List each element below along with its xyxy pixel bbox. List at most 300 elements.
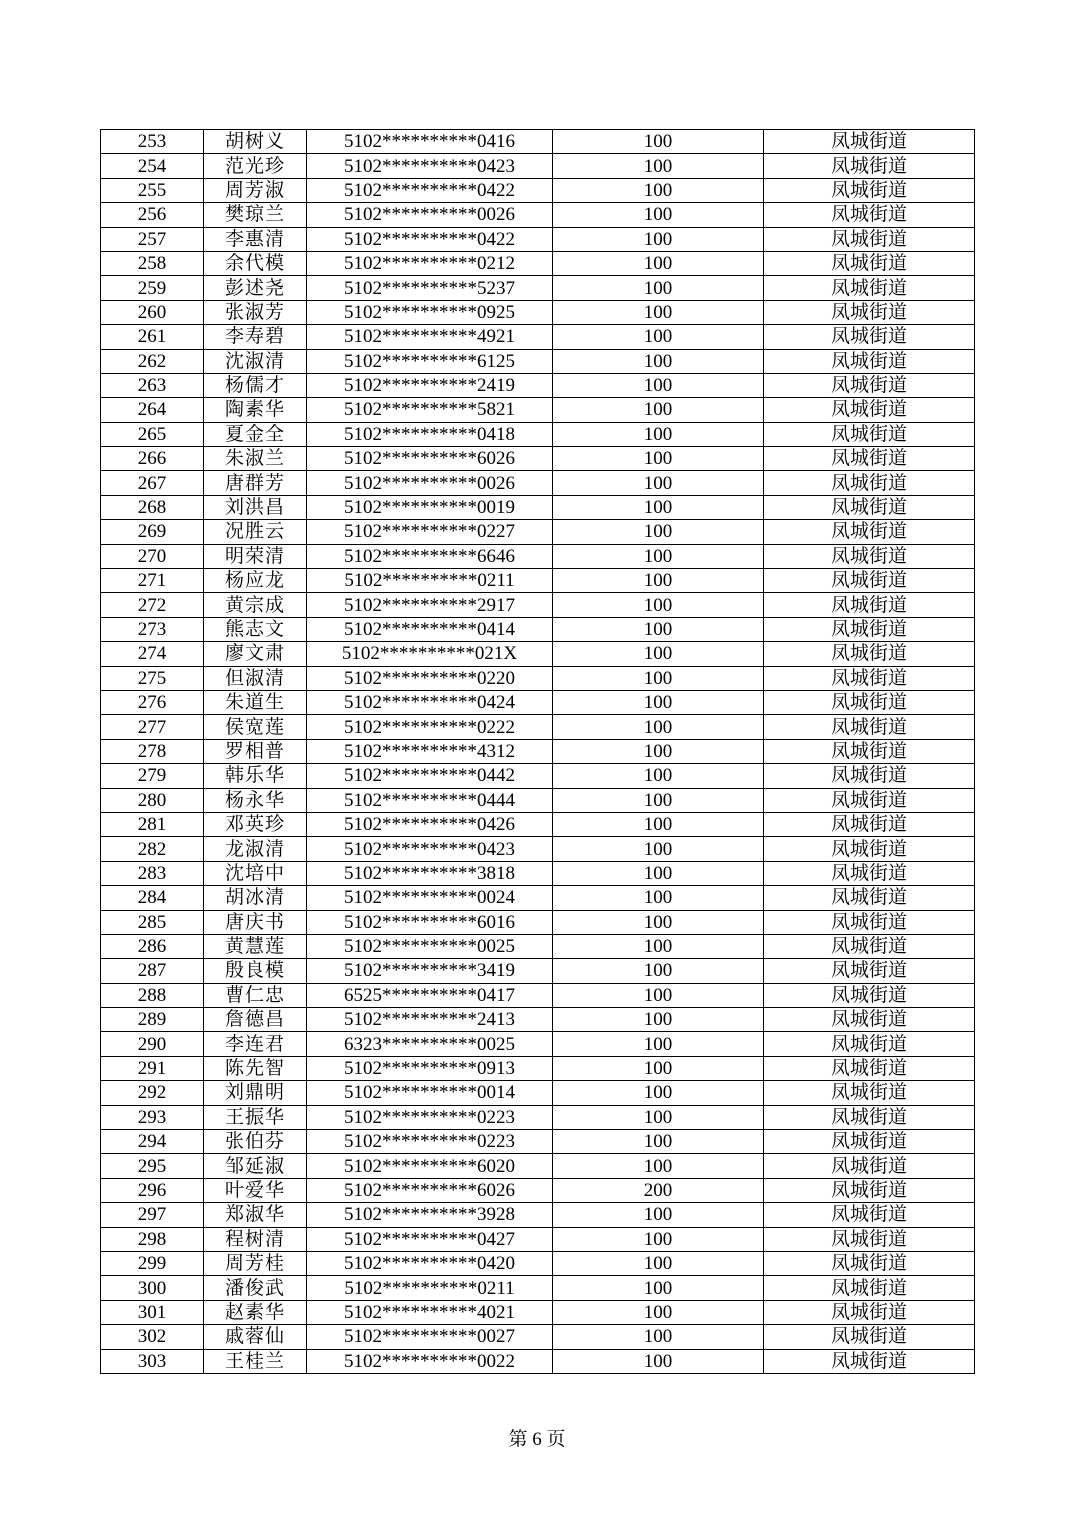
amount-cell: 100 [553,886,764,910]
name-cell: 邓英珍 [204,812,307,836]
table-row [101,788,975,812]
table-row [101,251,975,275]
table-row [101,1154,975,1178]
area-cell: 凤城街道 [764,1251,975,1275]
row-index-cell: 294 [101,1130,204,1154]
name-cell: 黄慧莲 [204,934,307,958]
name-cell: 唐群芳 [204,471,307,495]
row-index-cell: 297 [101,1203,204,1227]
area-cell: 凤城街道 [764,1032,975,1056]
amount-cell: 100 [553,251,764,275]
id-number-cell: 5102**********6020 [307,1154,553,1178]
row-index-cell: 291 [101,1056,204,1080]
area-cell: 凤城街道 [764,764,975,788]
id-number-cell: 5102**********0913 [307,1056,553,1080]
amount-cell: 100 [553,154,764,178]
area-cell: 凤城街道 [764,934,975,958]
row-index-cell: 276 [101,690,204,714]
row-index-cell: 279 [101,764,204,788]
area-cell: 凤城街道 [764,569,975,593]
name-cell: 沈淑清 [204,349,307,373]
amount-cell: 100 [553,764,764,788]
area-cell: 凤城街道 [764,325,975,349]
table-row [101,569,975,593]
row-index-cell: 275 [101,666,204,690]
table-row [101,1276,975,1300]
table-row [101,1178,975,1202]
row-index-cell: 262 [101,349,204,373]
id-number-cell: 5102**********0444 [307,788,553,812]
id-number-cell: 5102**********0220 [307,666,553,690]
amount-cell: 100 [553,569,764,593]
id-number-cell: 5102**********0211 [307,1276,553,1300]
amount-cell: 100 [553,203,764,227]
table-row [101,325,975,349]
row-index-cell: 268 [101,495,204,519]
area-cell: 凤城街道 [764,398,975,422]
amount-cell: 100 [553,276,764,300]
table-row [101,983,975,1007]
name-cell: 李连君 [204,1032,307,1056]
name-cell: 廖文肃 [204,642,307,666]
row-index-cell: 260 [101,300,204,324]
area-cell: 凤城街道 [764,178,975,202]
id-number-cell: 5102**********3928 [307,1203,553,1227]
name-cell: 詹德昌 [204,1008,307,1032]
amount-cell: 100 [553,520,764,544]
id-number-cell: 5102**********2419 [307,373,553,397]
table-row [101,422,975,446]
id-number-cell: 5102**********0223 [307,1130,553,1154]
id-number-cell: 5102**********4312 [307,739,553,763]
name-cell: 黄宗成 [204,593,307,617]
row-index-cell: 272 [101,593,204,617]
id-number-cell: 6323**********0025 [307,1032,553,1056]
name-cell: 程树清 [204,1227,307,1251]
area-cell: 凤城街道 [764,690,975,714]
amount-cell: 100 [553,373,764,397]
row-index-cell: 270 [101,544,204,568]
area-cell: 凤城街道 [764,739,975,763]
row-index-cell: 256 [101,203,204,227]
table-row [101,1300,975,1324]
area-cell: 凤城街道 [764,154,975,178]
amount-cell: 100 [553,300,764,324]
table-row [101,812,975,836]
table-row [101,690,975,714]
area-cell: 凤城街道 [764,1154,975,1178]
table-row [101,447,975,471]
id-number-cell: 5102**********0014 [307,1081,553,1105]
name-cell: 况胜云 [204,520,307,544]
name-cell: 杨应龙 [204,569,307,593]
name-cell: 樊琼兰 [204,203,307,227]
area-cell: 凤城街道 [764,1300,975,1324]
table-row [101,1203,975,1227]
amount-cell: 100 [553,398,764,422]
row-index-cell: 265 [101,422,204,446]
area-cell: 凤城街道 [764,1276,975,1300]
name-cell: 陈先智 [204,1056,307,1080]
name-cell: 刘洪昌 [204,495,307,519]
amount-cell: 100 [553,1251,764,1275]
amount-cell: 100 [553,593,764,617]
area-cell: 凤城街道 [764,276,975,300]
row-index-cell: 287 [101,959,204,983]
row-index-cell: 266 [101,447,204,471]
table-row [101,1056,975,1080]
amount-cell: 100 [553,959,764,983]
area-cell: 凤城街道 [764,983,975,1007]
roster-table-body [101,130,975,1374]
area-cell: 凤城街道 [764,520,975,544]
row-index-cell: 286 [101,934,204,958]
table-row [101,373,975,397]
id-number-cell: 5102**********0418 [307,422,553,446]
row-index-cell: 253 [101,130,204,154]
name-cell: 赵素华 [204,1300,307,1324]
name-cell: 王桂兰 [204,1349,307,1373]
table-row [101,1008,975,1032]
row-index-cell: 284 [101,886,204,910]
id-number-cell: 5102**********0027 [307,1325,553,1349]
amount-cell: 100 [553,1300,764,1324]
area-cell: 凤城街道 [764,1130,975,1154]
area-cell: 凤城街道 [764,471,975,495]
amount-cell: 100 [553,227,764,251]
row-index-cell: 269 [101,520,204,544]
amount-cell: 100 [553,1325,764,1349]
amount-cell: 100 [553,1130,764,1154]
name-cell: 朱道生 [204,690,307,714]
amount-cell: 100 [553,130,764,154]
row-index-cell: 299 [101,1251,204,1275]
name-cell: 殷良模 [204,959,307,983]
id-number-cell: 5102**********6026 [307,447,553,471]
id-number-cell: 5102**********6125 [307,349,553,373]
table-row [101,276,975,300]
id-number-cell: 5102**********0426 [307,812,553,836]
amount-cell: 100 [553,1081,764,1105]
id-number-cell: 5102**********5237 [307,276,553,300]
area-cell: 凤城街道 [764,1056,975,1080]
area-cell: 凤城街道 [764,666,975,690]
amount-cell: 100 [553,1105,764,1129]
id-number-cell: 5102**********0026 [307,203,553,227]
id-number-cell: 5102**********0211 [307,569,553,593]
area-cell: 凤城街道 [764,544,975,568]
id-number-cell: 5102**********0212 [307,251,553,275]
table-row [101,1325,975,1349]
area-cell: 凤城街道 [764,861,975,885]
table-row [101,544,975,568]
table-row [101,495,975,519]
amount-cell: 100 [553,1154,764,1178]
row-index-cell: 300 [101,1276,204,1300]
page-number: 第 6 页 [508,1429,566,1450]
area-cell: 凤城街道 [764,447,975,471]
name-cell: 胡冰清 [204,886,307,910]
name-cell: 熊志文 [204,617,307,641]
row-index-cell: 298 [101,1227,204,1251]
id-number-cell: 5102**********0442 [307,764,553,788]
amount-cell: 100 [553,1203,764,1227]
table-row [101,154,975,178]
area-cell: 凤城街道 [764,1008,975,1032]
table-row [101,1227,975,1251]
id-number-cell: 5102**********0925 [307,300,553,324]
table-row [101,739,975,763]
id-number-cell: 6525**********0417 [307,983,553,1007]
name-cell: 邹延淑 [204,1154,307,1178]
name-cell: 张伯芬 [204,1130,307,1154]
row-index-cell: 292 [101,1081,204,1105]
table-row [101,178,975,202]
amount-cell: 100 [553,1032,764,1056]
table-row [101,617,975,641]
area-cell: 凤城街道 [764,1178,975,1202]
name-cell: 戚蓉仙 [204,1325,307,1349]
id-number-cell: 5102**********0227 [307,520,553,544]
id-number-cell: 5102**********0422 [307,227,553,251]
table-row [101,349,975,373]
name-cell: 明荣清 [204,544,307,568]
amount-cell: 100 [553,642,764,666]
amount-cell: 100 [553,495,764,519]
name-cell: 叶爱华 [204,1178,307,1202]
table-row [101,471,975,495]
table-row [101,1251,975,1275]
area-cell: 凤城街道 [764,715,975,739]
amount-cell: 100 [553,739,764,763]
table-row [101,130,975,154]
table-row [101,227,975,251]
amount-cell: 100 [553,1008,764,1032]
area-cell: 凤城街道 [764,837,975,861]
name-cell: 龙淑清 [204,837,307,861]
area-cell: 凤城街道 [764,422,975,446]
amount-cell: 100 [553,861,764,885]
table-row [101,764,975,788]
row-index-cell: 261 [101,325,204,349]
id-number-cell: 5102**********6026 [307,1178,553,1202]
amount-cell: 100 [553,812,764,836]
amount-cell: 100 [553,1227,764,1251]
table-row [101,203,975,227]
area-cell: 凤城街道 [764,593,975,617]
id-number-cell: 5102**********0423 [307,837,553,861]
row-index-cell: 283 [101,861,204,885]
area-cell: 凤城街道 [764,130,975,154]
area-cell: 凤城街道 [764,617,975,641]
name-cell: 潘俊武 [204,1276,307,1300]
row-index-cell: 255 [101,178,204,202]
row-index-cell: 263 [101,373,204,397]
amount-cell: 100 [553,178,764,202]
area-cell: 凤城街道 [764,349,975,373]
id-number-cell: 5102**********3419 [307,959,553,983]
name-cell: 沈培中 [204,861,307,885]
row-index-cell: 259 [101,276,204,300]
amount-cell: 100 [553,934,764,958]
id-number-cell: 5102**********0025 [307,934,553,958]
id-number-cell: 5102**********0024 [307,886,553,910]
amount-cell: 100 [553,666,764,690]
id-number-cell: 5102**********0422 [307,178,553,202]
name-cell: 彭述尧 [204,276,307,300]
name-cell: 余代模 [204,251,307,275]
row-index-cell: 273 [101,617,204,641]
id-number-cell: 5102**********3818 [307,861,553,885]
table-row [101,642,975,666]
area-cell: 凤城街道 [764,1349,975,1373]
name-cell: 杨永华 [204,788,307,812]
amount-cell: 200 [553,1178,764,1202]
id-number-cell: 5102**********0424 [307,690,553,714]
row-index-cell: 271 [101,569,204,593]
amount-cell: 100 [553,447,764,471]
area-cell: 凤城街道 [764,1325,975,1349]
amount-cell: 100 [553,617,764,641]
name-cell: 唐庆书 [204,910,307,934]
area-cell: 凤城街道 [764,959,975,983]
id-number-cell: 5102**********6646 [307,544,553,568]
name-cell: 王振华 [204,1105,307,1129]
name-cell: 郑淑华 [204,1203,307,1227]
id-number-cell: 5102**********4021 [307,1300,553,1324]
id-number-cell: 5102**********0022 [307,1349,553,1373]
id-number-cell: 5102**********0019 [307,495,553,519]
amount-cell: 100 [553,690,764,714]
area-cell: 凤城街道 [764,495,975,519]
row-index-cell: 295 [101,1154,204,1178]
name-cell: 周芳淑 [204,178,307,202]
table-row [101,1105,975,1129]
area-cell: 凤城街道 [764,203,975,227]
roster-table [100,129,975,1374]
amount-cell: 100 [553,422,764,446]
row-index-cell: 288 [101,983,204,1007]
row-index-cell: 264 [101,398,204,422]
table-row [101,666,975,690]
area-cell: 凤城街道 [764,642,975,666]
row-index-cell: 274 [101,642,204,666]
row-index-cell: 267 [101,471,204,495]
row-index-cell: 302 [101,1325,204,1349]
row-index-cell: 296 [101,1178,204,1202]
row-index-cell: 303 [101,1349,204,1373]
name-cell: 周芳桂 [204,1251,307,1275]
name-cell: 韩乐华 [204,764,307,788]
name-cell: 曹仁忠 [204,983,307,1007]
row-index-cell: 281 [101,812,204,836]
amount-cell: 100 [553,715,764,739]
row-index-cell: 301 [101,1300,204,1324]
table-row [101,593,975,617]
id-number-cell: 5102**********0423 [307,154,553,178]
area-cell: 凤城街道 [764,1203,975,1227]
amount-cell: 100 [553,544,764,568]
id-number-cell: 5102**********021X [307,642,553,666]
table-row [101,1032,975,1056]
table-row [101,1349,975,1373]
table-row [101,886,975,910]
row-index-cell: 285 [101,910,204,934]
table-row [101,520,975,544]
table-row [101,934,975,958]
id-number-cell: 5102**********0416 [307,130,553,154]
name-cell: 杨儒才 [204,373,307,397]
area-cell: 凤城街道 [764,1081,975,1105]
name-cell: 张淑芳 [204,300,307,324]
row-index-cell: 277 [101,715,204,739]
id-number-cell: 5102**********0427 [307,1227,553,1251]
amount-cell: 100 [553,837,764,861]
id-number-cell: 5102**********6016 [307,910,553,934]
table-row [101,910,975,934]
area-cell: 凤城街道 [764,227,975,251]
amount-cell: 100 [553,1276,764,1300]
table-row [101,1130,975,1154]
row-index-cell: 282 [101,837,204,861]
area-cell: 凤城街道 [764,910,975,934]
row-index-cell: 278 [101,739,204,763]
row-index-cell: 254 [101,154,204,178]
amount-cell: 100 [553,471,764,495]
amount-cell: 100 [553,983,764,1007]
amount-cell: 100 [553,788,764,812]
row-index-cell: 293 [101,1105,204,1129]
name-cell: 朱淑兰 [204,447,307,471]
amount-cell: 100 [553,1349,764,1373]
area-cell: 凤城街道 [764,1227,975,1251]
id-number-cell: 5102**********2917 [307,593,553,617]
table-row [101,861,975,885]
table-row [101,1081,975,1105]
table-row [101,398,975,422]
amount-cell: 100 [553,349,764,373]
name-cell: 陶素华 [204,398,307,422]
id-number-cell: 5102**********2413 [307,1008,553,1032]
name-cell: 夏金全 [204,422,307,446]
table-row [101,300,975,324]
area-cell: 凤城街道 [764,812,975,836]
name-cell: 侯宽莲 [204,715,307,739]
name-cell: 李寿碧 [204,325,307,349]
amount-cell: 100 [553,910,764,934]
amount-cell: 100 [553,1056,764,1080]
id-number-cell: 5102**********0222 [307,715,553,739]
row-index-cell: 290 [101,1032,204,1056]
name-cell: 但淑清 [204,666,307,690]
table-row [101,715,975,739]
name-cell: 罗相普 [204,739,307,763]
name-cell: 范光珍 [204,154,307,178]
row-index-cell: 258 [101,251,204,275]
table-row [101,959,975,983]
area-cell: 凤城街道 [764,300,975,324]
row-index-cell: 280 [101,788,204,812]
area-cell: 凤城街道 [764,886,975,910]
id-number-cell: 5102**********0026 [307,471,553,495]
area-cell: 凤城街道 [764,788,975,812]
area-cell: 凤城街道 [764,373,975,397]
table-row [101,837,975,861]
name-cell: 李惠清 [204,227,307,251]
name-cell: 胡树义 [204,130,307,154]
name-cell: 刘鼎明 [204,1081,307,1105]
id-number-cell: 5102**********0420 [307,1251,553,1275]
